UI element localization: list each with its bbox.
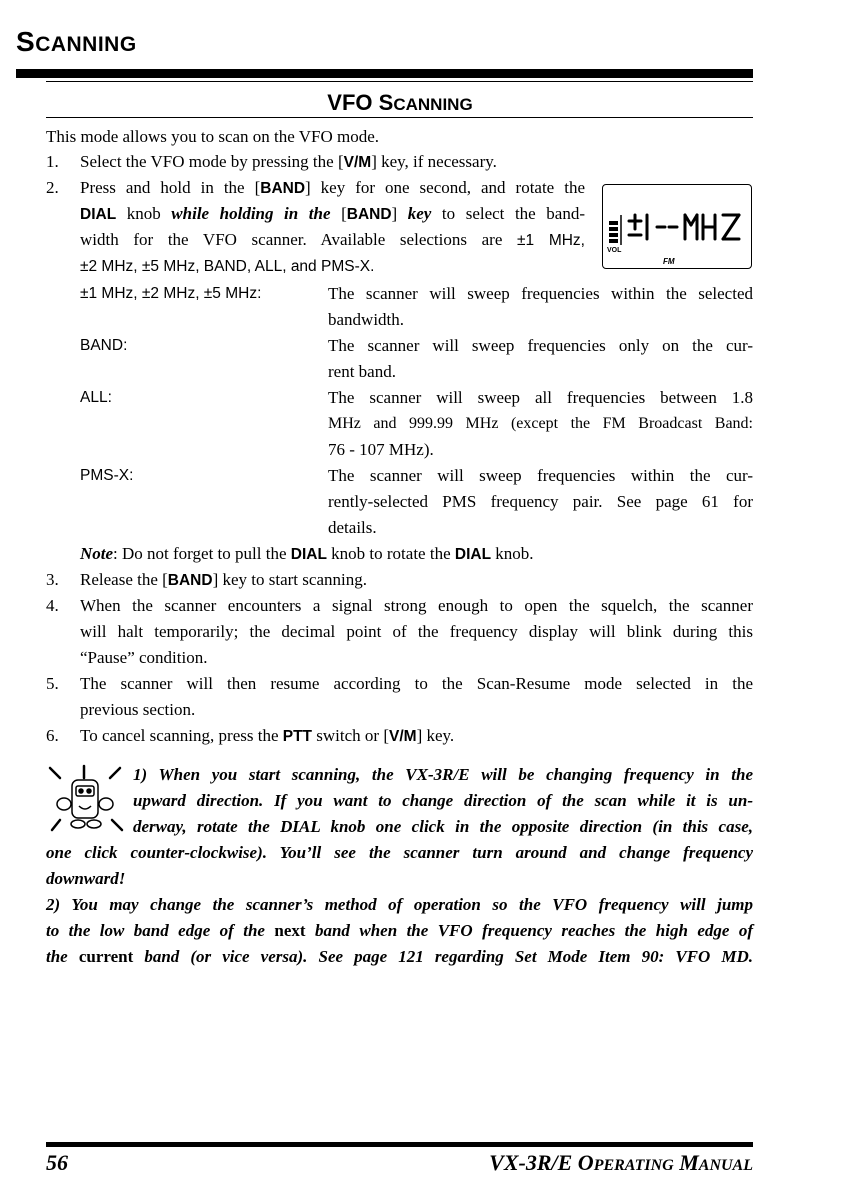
section-underline — [46, 117, 753, 118]
step-4-line: “Pause” condition. — [80, 648, 208, 667]
tip-line: 1) When you start scanning, the VX-3R/E will be changing frequency in the — [133, 765, 753, 784]
option-desc-line: The scanner will sweep frequencies only on the cur- — [328, 336, 753, 355]
option-desc-line: details. — [328, 518, 377, 537]
option-term: BAND: — [80, 337, 128, 354]
lcd-mode-label: FM — [663, 257, 675, 266]
step-number: 4. — [46, 596, 59, 615]
option-desc-line: The scanner will sweep frequencies within the selected — [328, 284, 753, 303]
section-title: VFO SCANNING — [327, 90, 473, 115]
option-desc-line: 76 - 107 MHz). — [328, 440, 434, 459]
step-2-line-2: DIAL knob while holding in the [BAND] key to select the band- — [80, 204, 585, 223]
step-2-line-4: ±2 MHz, ±5 MHz, BAND, ALL, and PMS-X. — [80, 258, 375, 275]
option-desc-line: rently-selected PMS frequency pair. See page 61 for — [328, 492, 753, 511]
footer-rule — [46, 1142, 753, 1147]
option-desc-line: The scanner will sweep all frequencies between 1.8 — [328, 388, 753, 407]
tip-mascot-icon — [44, 764, 130, 834]
tip-line: downward! — [46, 869, 126, 888]
step-number: 5. — [46, 674, 59, 693]
option-desc-line: The scanner will sweep frequencies within the cur- — [328, 466, 753, 485]
step-number: 1. — [46, 152, 59, 171]
step-4-line: will halt temporarily; the decimal point of the frequency display will blink during this — [80, 622, 753, 641]
option-desc-line: bandwidth. — [328, 310, 405, 329]
option-desc-line: MHz and 999.99 MHz (except the FM Broadcast Band: — [328, 415, 753, 432]
tip-line: the current band (or vice versa). See page 121 regarding Set Mode Item 90: VFO MD. — [46, 947, 753, 966]
tip-line: derway, rotate the DIAL knob one click in the opposite direction (in this case, — [133, 817, 753, 836]
tip-line: 2) You may change the scanner’s method of operation so the VFO frequency will jump — [46, 895, 753, 914]
note-text: Note: Do not forget to pull the DIAL knob to rotate the DIAL knob. — [80, 544, 534, 563]
step-number: 3. — [46, 570, 59, 589]
step-4-line: When the scanner encounters a signal strong enough to open the squelch, the scanner — [80, 596, 753, 615]
step-5-line: The scanner will then resume according to the Scan-Resume mode selected in the — [80, 674, 753, 693]
step-1-text: Select the VFO mode by pressing the [V/M] key, if necessary. — [80, 152, 497, 171]
step-number: 2. — [46, 178, 59, 197]
page-number: 56 — [46, 1150, 68, 1175]
step-6-text: To cancel scanning, press the PTT switch or [V/M] key. — [80, 726, 455, 745]
manual-title: VX-3R/E OPERATING MANUAL — [489, 1150, 753, 1175]
step-3-text: Release the [BAND] key to start scanning. — [80, 570, 367, 589]
tip-line: upward direction. If you want to change direction of the scan while it is un- — [133, 791, 753, 810]
lcd-vol-label: VOL — [607, 247, 622, 254]
option-desc-line: rent band. — [328, 362, 396, 381]
header-rule-thick — [16, 69, 753, 78]
option-term: ALL: — [80, 389, 112, 406]
tip-line: to the low band edge of the next band when the VFO frequency reaches the high edge of — [46, 921, 753, 940]
lcd-display-illustration — [602, 184, 752, 269]
header-rule-thin — [46, 81, 753, 82]
chapter-title: SCANNING — [16, 26, 137, 57]
option-term: ±1 MHz, ±2 MHz, ±5 MHz: — [80, 285, 262, 302]
step-2-line-3: width for the VFO scanner. Available selections are ±1 MHz, — [80, 230, 585, 249]
intro-text: This mode allows you to scan on the VFO mode. — [46, 127, 380, 146]
lcd-segments-graphic — [603, 185, 750, 267]
step-number: 6. — [46, 726, 59, 745]
tip-line: one click counter-clockwise). You’ll see the scanner turn around and change frequency — [46, 843, 753, 862]
option-term: PMS-X: — [80, 467, 134, 484]
step-5-line: previous section. — [80, 700, 196, 719]
step-2-line-1: Press and hold in the [BAND] key for one second, and rotate the — [80, 178, 585, 197]
